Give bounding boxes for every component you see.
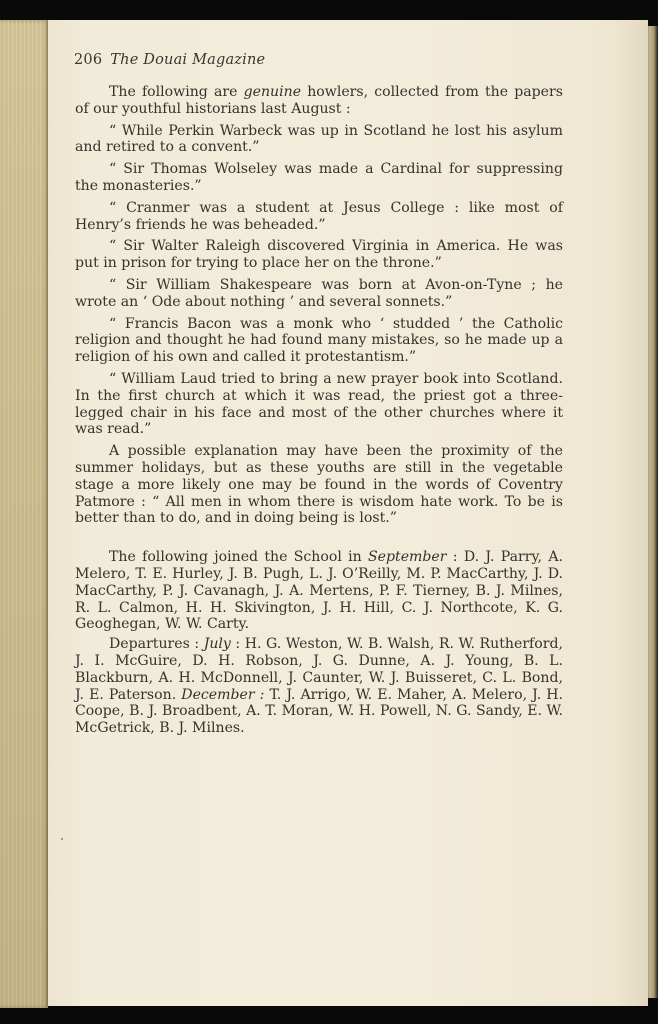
month-december: December : (181, 686, 265, 703)
howlers-conclusion: A possible explanation may have been the proximity of the summer holidays, but as these youths are still in the vegetable stage a more likely one may be found in the words of Coventry Patmore : “ All men in whom there is wisdom hate work. To be is better than to do, and in doing being is lost.” (75, 443, 563, 527)
running-head (74, 52, 265, 68)
emphasis-genuine: genuine (243, 84, 302, 100)
december-departure-names: T. J. Arrigo, W. E. Maher, A. Melero, J. H. Coope, B. J. Broadbent, A. T. Moran, W. H. Powell, N. G. Sandy, E. W. McGetrick, B. J. Milnes. (75, 686, 564, 737)
howler-william-laud: “ William Laud tried to bring a new prayer book into Scotland. In the first church at which it was read, the priest got a three-legged chair in his face and most of the other churches where it was read.” (75, 370, 563, 438)
book-page-edges (0, 20, 48, 1008)
school-joined-paragraph: The following joined the School in September : D. J. Parry, A. Melero, T. E. Hurley, J. B. Pugh, L. J. O’Reilly, M. P. MacCarthy, J. D. MacCarthy, P. J. Cavanagh, J. A. Mertens, P. F. Tierney, B. J. Milnes, R. L. Calmon, H. H. Skivington, J. H. Hill, C. J. Northcote, K. G. Geoghegan, W. W. Carty. (75, 549, 563, 633)
howler-perkin-warbeck: “ While Perkin Warbeck was up in Scotland he lost his asylum and retired to a convent.” (75, 122, 563, 156)
book-gutter-shadow (648, 26, 658, 998)
joined-names: : D. J. Parry, A. Melero, T. E. Hurley, J. B. Pugh, L. J. O’Reilly, M. P. MacCarthy, J. D. MacCarthy, P. J. Cavanagh, J. A. Mertens, P. F. Tierney, B. J. Milnes, R. L. Calmon, H. H. Skivington, J. H. Hill, C. J. Northcote, K. G. Geoghegan, W. W. Carty. (75, 549, 563, 633)
howler-thomas-wolseley: “ Sir Thomas Wolseley was made a Cardinal for suppressing the monasteries.” (75, 161, 563, 194)
month-september: September (368, 549, 447, 566)
howler-shakespeare: “ Sir William Shakespeare was born at Avon-on-Tyne ; he wrote an ‘ Ode about nothing ’ and several sonnets.” (75, 276, 563, 310)
paper-speck (61, 838, 63, 840)
howler-francis-bacon: “ Francis Bacon was a monk who ‘ studded ’ the Catholic religion and thought he had found many mistakes, so he made up a religion of his own and called it protestantism.” (75, 315, 563, 366)
month-july: July (203, 636, 231, 653)
howler-walter-raleigh: “ Sir Walter Raleigh discovered Virginia in America. He was put in prison for trying to place her on the throne.” (75, 238, 563, 272)
july-departure-names: : H. G. Weston, W. B. Walsh, R. W. Rutherford, J. I. McGuire, D. H. Robson, J. G. Dunne, A. J. Young, B. L. Blackburn, A. H. McDonnell, J. Caunter, W. J. Buisseret, C. L. Bond, J. E. Paterson. (75, 636, 563, 703)
page-body (75, 84, 563, 742)
howler-cranmer: “ Cranmer was a student at Jesus College : like most of Henry’s friends he was beheaded.” (75, 199, 563, 233)
journal-title: The Douai Magazine (110, 52, 266, 68)
section-gap (75, 532, 563, 549)
howlers-intro: The following are genuine howlers, collected from the papers of our youthful historians last August : (75, 84, 563, 117)
page-number: 206 (74, 52, 103, 68)
school-departures-paragraph: Departures : July : H. G. Weston, W. B. Walsh, R. W. Rutherford, J. I. McGuire, D. H. Robson, J. G. Dunne, A. J. Young, B. L. Blackburn, A. H. McDonnell, J. Caunter, W. J. Buisseret, C. L. Bond, J. E. Paterson. December : T. J. Arrigo, W. E. Maher, A. Melero, J. H. Coope, B. J. Broadbent, A. T. Moran, W. H. Powell, N. G. Sandy, E. W. McGetrick, B. J. Milnes. (75, 636, 564, 737)
